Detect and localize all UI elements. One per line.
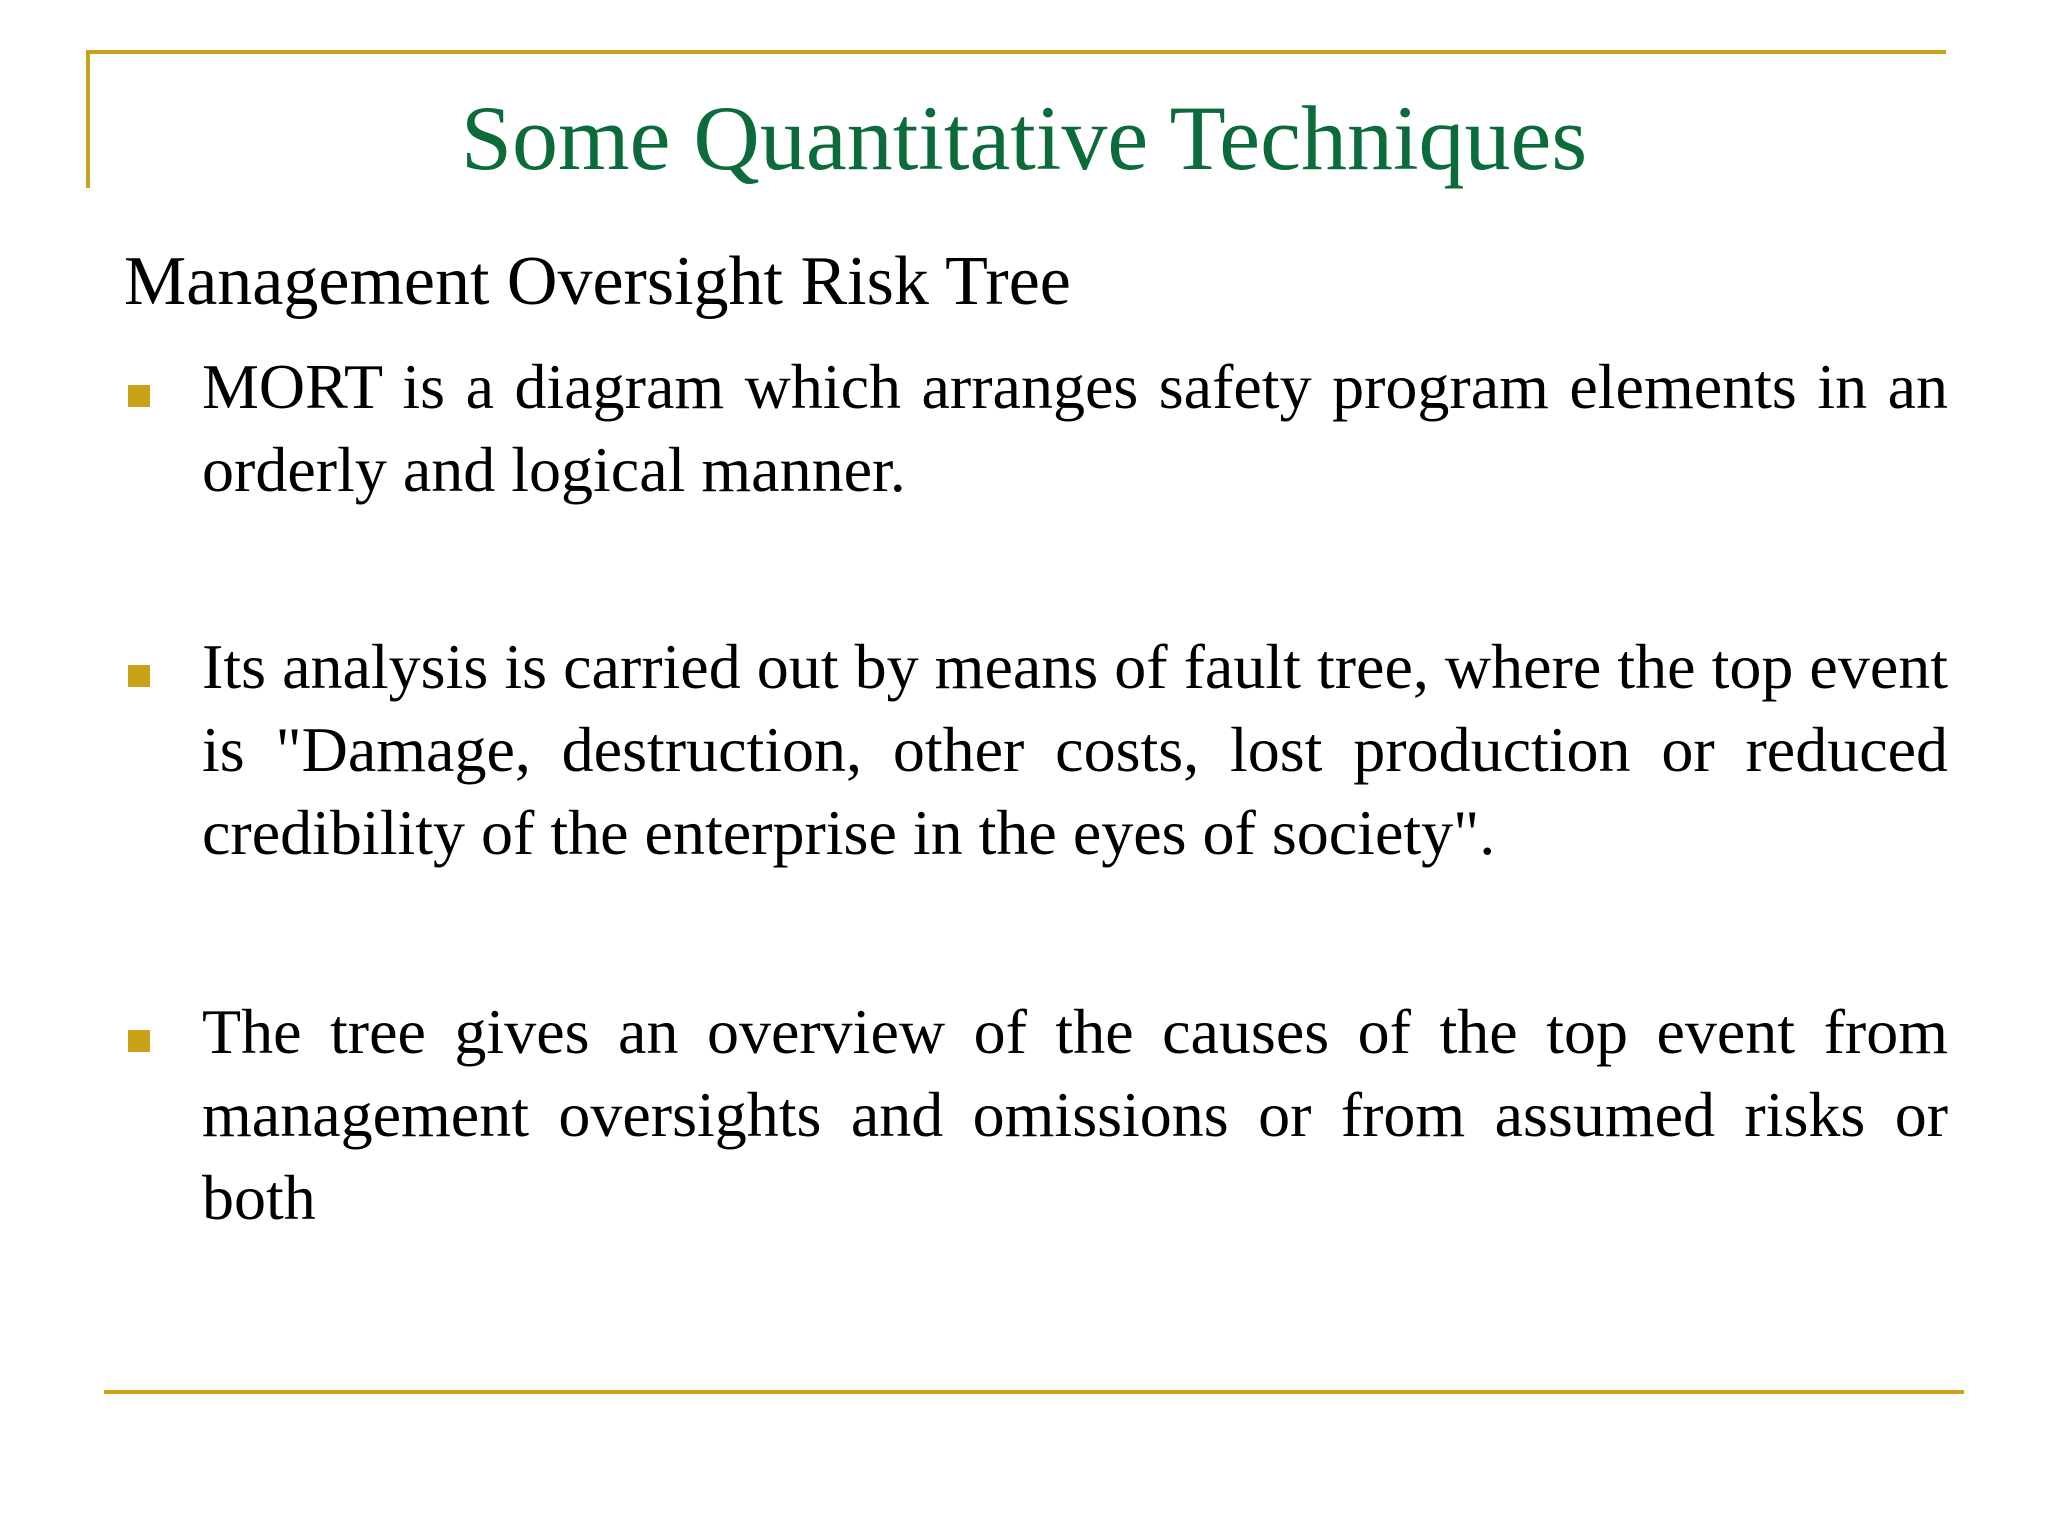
- square-bullet-icon: [128, 385, 150, 407]
- slide-subtitle: Management Oversight Risk Tree: [124, 243, 1071, 320]
- top-border-line: [86, 50, 1946, 54]
- square-bullet-icon: [128, 665, 150, 687]
- square-bullet-icon: [128, 1030, 150, 1052]
- bullet-text: Its analysis is carried out by means of fault tree, where the top event is "Damage, destruction, other costs, lost production or reduced credibility of the enterprise in the eyes of society".: [202, 631, 1948, 868]
- bullet-text: MORT is a diagram which arranges safety program elements in an orderly and logical manner.: [202, 351, 1948, 505]
- bullet-text: The tree gives an overview of the causes of the top event from management oversights and omissions or from assumed risks or both: [202, 996, 1948, 1233]
- bottom-border-line: [104, 1390, 1964, 1394]
- slide-title: Some Quantitative Techniques: [460, 87, 1588, 189]
